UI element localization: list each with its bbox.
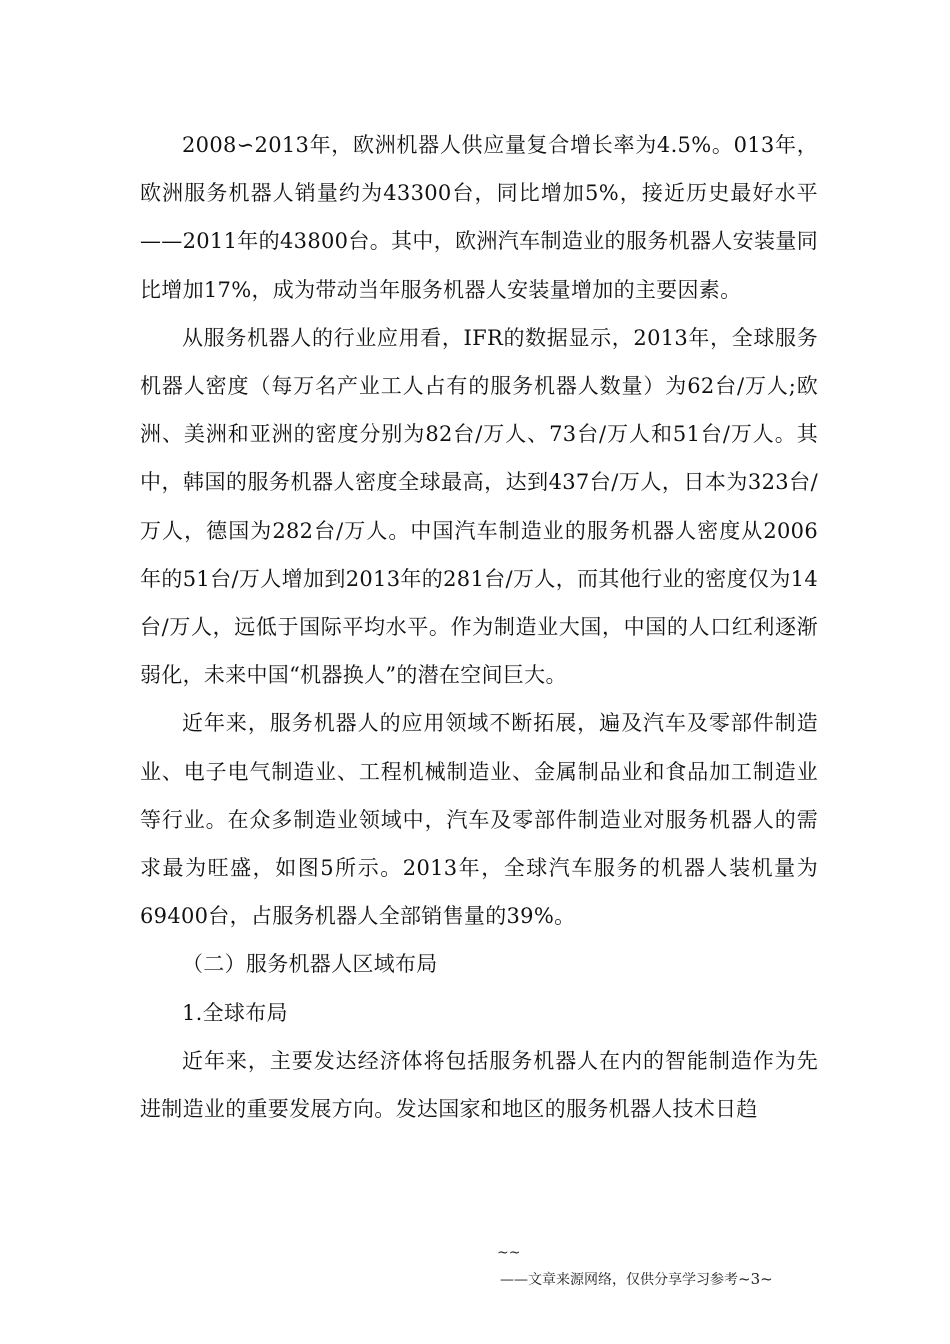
page-number: ~3~	[738, 1270, 773, 1288]
document-body	[140, 121, 818, 1133]
footer	[500, 1270, 773, 1289]
paragraph-robot-density: 从服务机器人的行业应用看，IFR的数据显示，2013年，全球服务机器人密度（每万名产业工人占有的服务机器人数量）为62台/万人;欧洲、美洲和亚洲的密度分别为82台/万人、73台/万人和51台/万人。其中，韩国的服务机器人密度全球最高，达到437台/万人，日本为323台/万人，德国为282台/万人。中国汽车制造业的服务机器人密度从2006年的51台/万人增加到2013年的281台/万人，而其他行业的密度仅为14台/万人，远低于国际平均水平。作为制造业大国，中国的人口红利逐渐弱化，未来中国“机器换人”的潜在空间巨大。	[140, 325, 818, 688]
footer-marks: ~~	[497, 1245, 521, 1261]
paragraph-europe-robot-supply: 2008∽2013年，欧洲机器人供应量复合增长率为4.5%。013年，欧洲服务机器人销量约为43300台，同比增加5%，接近历史最好水平——2011年的43800台。其中，欧洲汽车制造业的服务机器人安装量同比增加17%，成为带动当年服务机器人安装量增加的主要因素。	[140, 133, 818, 302]
paragraph-global-layout: 近年来，主要发达经济体将包括服务机器人在内的智能制造作为先进制造业的重要发展方向。发达国家和地区的服务机器人技术日趋	[140, 1048, 818, 1122]
section-heading: （二）服务机器人区域布局	[182, 952, 438, 977]
footer-note: ——文章来源网络，仅供分享学习参考	[500, 1272, 738, 1288]
paragraph-application-fields: 近年来，服务机器人的应用领域不断拓展，遍及汽车及零部件制造业、电子电气制造业、工程机械制造业、金属制品业和食品加工制造业等行业。在众多制造业领域中，汽车及零部件制造业对服务机器人的需求最为旺盛，如图5所示。2013年，全球汽车服务的机器人装机量为69400台，占服务机器人全部销售量的39%。	[140, 711, 818, 929]
subsection-heading: 1.全球布局	[182, 1000, 288, 1025]
